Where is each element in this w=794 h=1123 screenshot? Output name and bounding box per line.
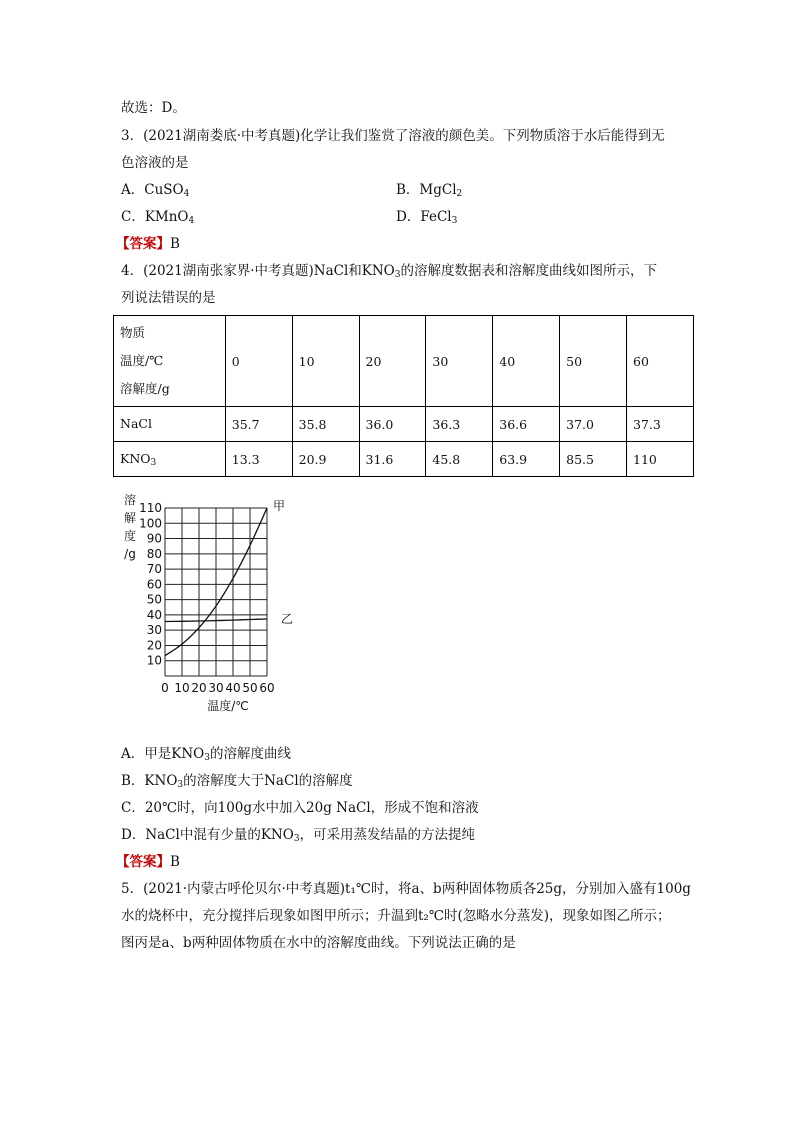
q5-stem-line3: 图丙是a、b两种固体物质在水中的溶解度曲线。下列说法正确的是 [121, 935, 516, 951]
q3-option-b-text: B．MgCl [396, 182, 457, 198]
value-cell: 36.3 [426, 407, 493, 442]
q4-option-a-post: 的溶解度曲线 [209, 746, 291, 762]
value-cell: 20.9 [292, 442, 359, 477]
y-tick-label: 50 [146, 592, 162, 607]
table-row-kno3 [114, 442, 694, 477]
temp-cell: 40 [493, 316, 560, 407]
temp-cell: 10 [292, 316, 359, 407]
q4-answer [116, 850, 180, 870]
q4-option-d-sub: 3 [293, 834, 300, 844]
substance-name: KNO [120, 450, 151, 466]
value-cell: 36.6 [493, 407, 560, 442]
y-axis-label-char: 解 [123, 511, 137, 525]
q4-stem-line2: 列说法错误的是 [121, 290, 216, 306]
q3-stem-line2: 色溶液的是 [121, 155, 189, 171]
y-tick-label: 30 [146, 623, 162, 638]
q3-option-c-sub: 4 [188, 216, 195, 226]
q3-option-b [396, 178, 462, 199]
q4-option-a-sub: 3 [204, 753, 210, 763]
q5-stem-line2: 水的烧杯中，充分搅拌后现象如图甲所示；升温到t₂℃时(忽略水分蒸发)，现象如图乙所示； [121, 908, 671, 924]
y-tick-label: 70 [146, 562, 162, 577]
q4-option-d [121, 823, 475, 844]
q3-answer-label: 【答案】 [116, 236, 170, 252]
x-tick-label: 40 [225, 681, 241, 695]
chart-labels [124, 492, 293, 713]
y-tick-label: 40 [146, 607, 162, 622]
y-tick-label: 80 [146, 546, 162, 561]
temp-cell: 0 [225, 316, 292, 407]
value-cell: 35.7 [225, 407, 292, 442]
header-substance: 物质 [120, 325, 146, 340]
x-tick-label: 20 [191, 681, 207, 695]
q3-option-c [121, 205, 194, 226]
q4-stem-line1 [121, 259, 657, 280]
q4-option-d-pre: D．NaCl中混有少量的KNO [121, 827, 294, 843]
temp-cell: 50 [560, 316, 627, 407]
value-cell: 36.0 [359, 407, 426, 442]
value-cell: 45.8 [426, 442, 493, 477]
substance-name: NaCl [120, 415, 152, 431]
series-label-yi: 乙 [281, 612, 294, 627]
q3-answer [116, 232, 180, 252]
temp-cell: 60 [627, 316, 694, 407]
q3-option-d [396, 205, 457, 226]
table-header-row [114, 316, 694, 407]
q4-option-b-post: 的溶解度大于NaCl的溶解度 [183, 773, 353, 789]
y-tick-label: 100 [139, 516, 162, 531]
q3-option-b-sub: 2 [456, 189, 463, 199]
value-cell: 37.0 [560, 407, 627, 442]
q3-option-c-text: C．KMnO [121, 209, 189, 225]
temp-cell: 30 [426, 316, 493, 407]
y-axis-label-char: 度 [123, 529, 137, 543]
temp-cell: 20 [359, 316, 426, 407]
substance-name-cell [114, 442, 226, 477]
q4-stem-sub: 3 [394, 270, 401, 280]
header-temperature: 温度/℃ [120, 353, 164, 368]
q3-option-d-text: D．FeCl [396, 209, 452, 225]
q4-answer-value: B [170, 854, 180, 870]
solubility-chart [116, 490, 306, 730]
header-solubility: 溶解度/g [120, 381, 170, 396]
q4-option-b-sub: 3 [177, 780, 184, 790]
y-tick-label: 90 [146, 531, 162, 546]
y-tick-label: 20 [146, 638, 162, 653]
value-cell: 13.3 [225, 442, 292, 477]
q3-option-a [121, 178, 189, 199]
value-cell: 31.6 [359, 442, 426, 477]
substance-name-cell [114, 407, 226, 442]
q4-option-b [121, 769, 353, 790]
chart-grid [165, 508, 267, 676]
q3-stem-line1: 3．(2021湖南娄底·中考真题)化学让我们鉴赏了溶液的颜色美。下列物质溶于水后能得到无 [121, 128, 665, 144]
q4-answer-label: 【答案】 [116, 854, 170, 870]
q3-option-d-sub: 3 [451, 216, 458, 226]
x-tick-label: 60 [259, 681, 275, 695]
y-tick-label: 60 [146, 577, 162, 592]
x-tick-label: 30 [208, 681, 224, 695]
q4-option-c: C．20℃时，向100g水中加入20g NaCl，形成不饱和溶液 [121, 800, 479, 816]
value-cell: 85.5 [560, 442, 627, 477]
y-tick-label: 110 [139, 501, 162, 515]
q4-stem-post: 的溶解度数据表和溶解度曲线如图所示，下 [400, 263, 657, 279]
value-cell: 35.8 [292, 407, 359, 442]
q5-stem-line1: 5．(2021·内蒙古呼伦贝尔·中考真题)t₁℃时，将a、b两种固体物质各25g，分别加入盛有100g [121, 881, 691, 897]
series-label-jia: 甲 [273, 499, 286, 513]
q4-option-a [121, 742, 291, 763]
q4-option-d-post: ，可采用蒸发结晶的方法提纯 [299, 827, 476, 843]
value-cell: 110 [627, 442, 694, 477]
solubility-table [113, 315, 694, 477]
x-tick-label: 50 [242, 681, 258, 695]
q3-option-a-text: A．CuSO [121, 182, 184, 198]
table-header-cell [114, 316, 226, 407]
substance-sub: 3 [150, 457, 157, 468]
q3-answer-value: B [170, 236, 180, 252]
q4-stem-pre: 4．(2021湖南张家界·中考真题)NaCl和KNO [121, 263, 395, 279]
value-cell: 37.3 [627, 407, 694, 442]
previous-answer-line: 故选：D。 [121, 100, 186, 116]
value-cell: 63.9 [493, 442, 560, 477]
q3-option-a-sub: 4 [183, 189, 190, 199]
y-axis-label-char: /g [124, 547, 136, 561]
q4-option-b-pre: B．KNO [121, 773, 178, 789]
y-tick-label: 10 [146, 653, 162, 668]
q4-option-a-pre: A．甲是KNO [121, 746, 205, 762]
y-axis-label-char: 溶 [123, 493, 137, 507]
x-axis-label: 温度/℃ [207, 699, 249, 713]
table-row-nacl [114, 407, 694, 442]
x-tick-label: 10 [174, 681, 190, 695]
x-tick-label: 0 [161, 681, 169, 695]
